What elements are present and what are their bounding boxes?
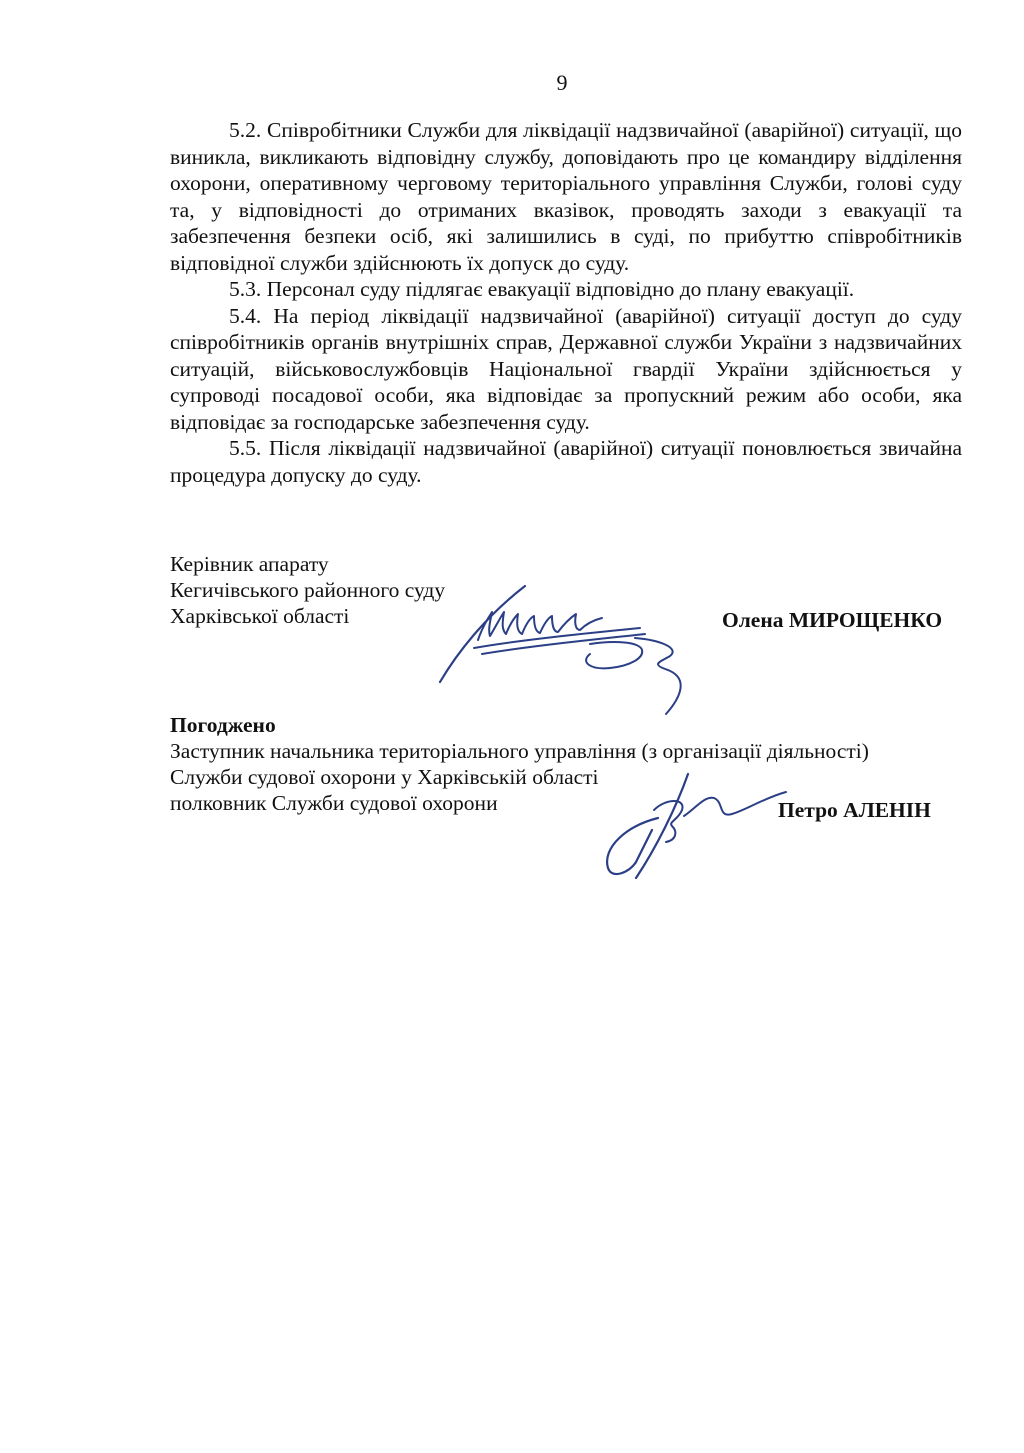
paragraph-5-2: 5.2. Співробітники Служби для ліквідації надзвичайної (аварійної) ситуації, що виникла, викликають відповідну службу, доповідають про це командиру відділення охорони, оперативному черговому територіального управління Служби, голові суду та, у відповідності до отриманих вказівок, проводять заходи з евакуації та забезпечення безпеки осіб, які залишились в суді, по прибуттю співробітників відповідної служби здійснюють їх допуск до суду.	[170, 118, 962, 275]
paragraph-5-4: 5.4. На період ліквідації надзвичайної (аварійної) ситуації доступ до суду співробітників органів внутрішніх справ, Державної служби України з надзвичайних ситуацій, військовослужбовців Національної гвардії України здійснюється у супроводі посадової особи, яка відповідає за пропускний режим або особи, яка відповідає за господарське забезпечення суду.	[170, 303, 962, 434]
page-number: 9	[556, 70, 568, 95]
approval-title-line: полковник Служби судової охорони	[170, 791, 498, 815]
signatory-1-title-line: Кегичівського районного суду	[170, 578, 446, 602]
signatory-1-name: Олена МИРОЩЕНКО	[722, 608, 943, 632]
signature-1-icon	[430, 578, 700, 718]
paragraph-5-5: 5.5. Після ліквідації надзвичайної (аварійної) ситуації поновлюється звичайна процедура допуску до суду.	[170, 436, 962, 487]
approval-title-line: Служби судової охорони у Харківській області	[170, 765, 599, 789]
signatory-1-title	[170, 551, 445, 629]
signatory-1-title-line: Харківської області	[170, 604, 350, 628]
approval-name: Петро АЛЕНІН	[778, 798, 931, 822]
paragraph-5-3: 5.3. Персонал суду підлягає евакуації відповідно до плану евакуації.	[229, 277, 855, 301]
signatory-1-title-line: Керівник апарату	[170, 552, 329, 576]
document-body	[170, 117, 962, 488]
signature-2-icon	[596, 768, 796, 888]
approval-heading: Погоджено	[170, 713, 276, 737]
approval-title-line: Заступник начальника територіального управління (з організації діяльності)	[170, 739, 869, 763]
